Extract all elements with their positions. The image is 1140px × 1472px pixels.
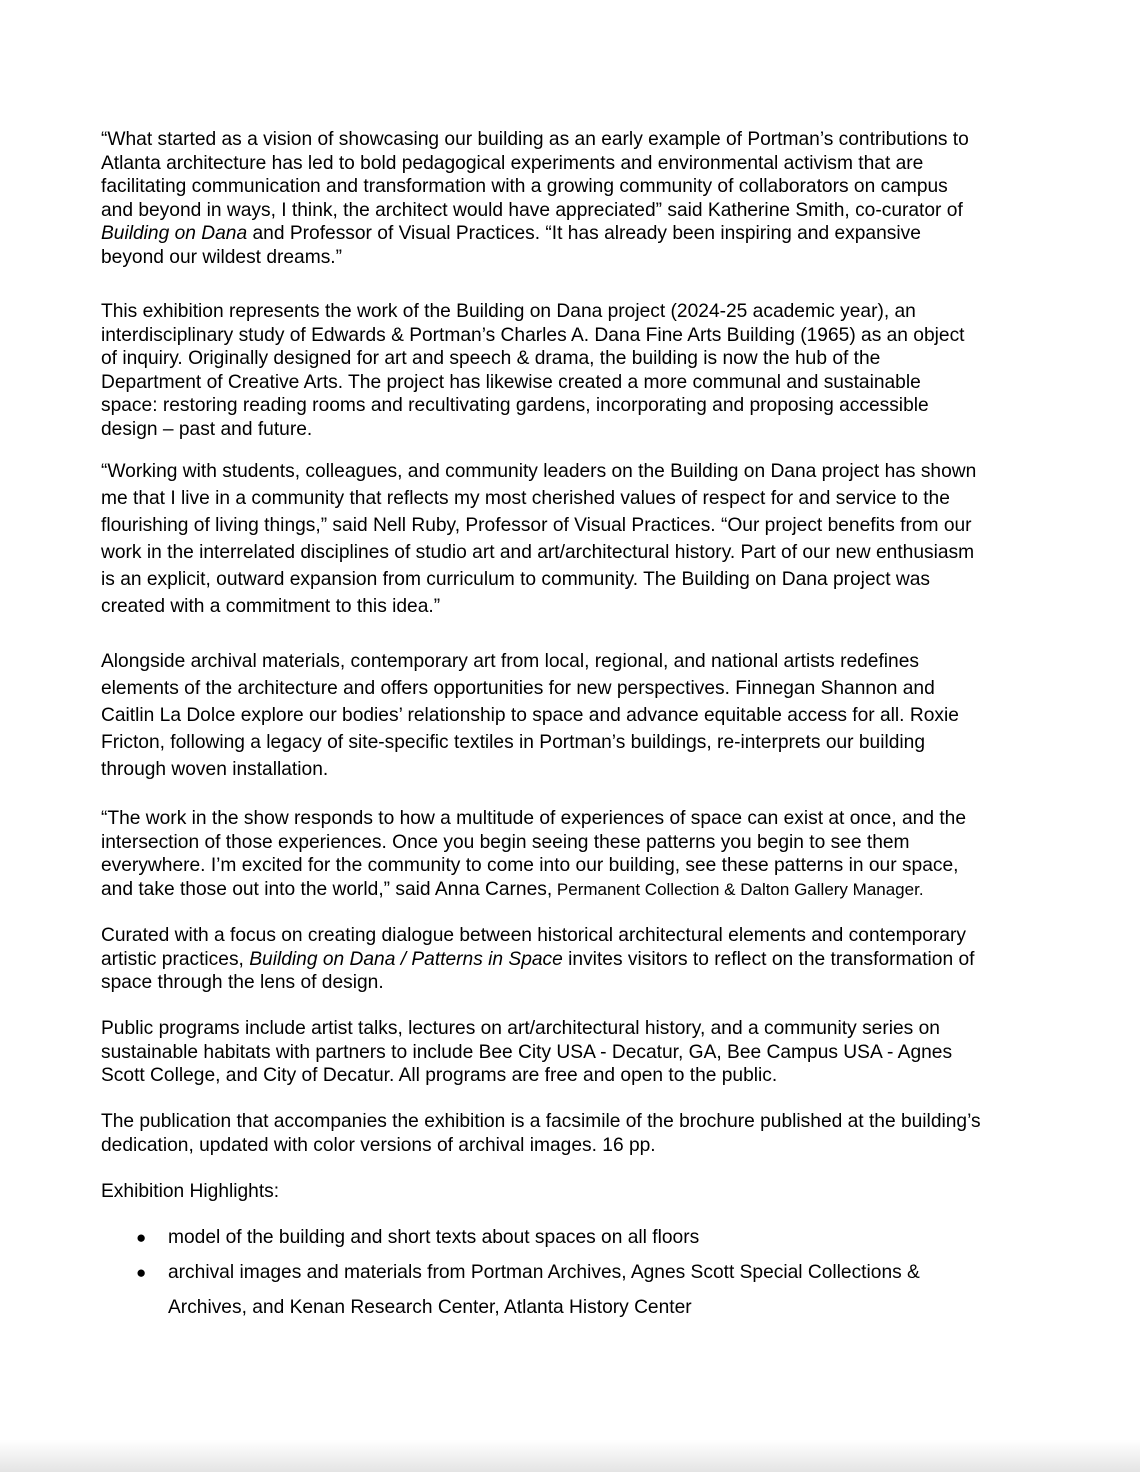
text-line: elements of the architecture and offers opportunities for new perspectives. Finnegan Shannon and [101,678,935,699]
text-line: “Working with students, colleagues, and community leaders on the Building on Dana project has shown [101,461,977,482]
italic-title: Building on Dana / Patterns in Space [249,948,563,970]
text-line: and beyond in ways, I think, the architect would have appreciated” said Katherine Smith, co-curator of [101,199,963,221]
text-line: dedication, updated with color versions of archival images. 16 pp. [101,1134,656,1156]
text-line: Alongside archival materials, contemporary art from local, regional, and national artists redefines [101,651,919,672]
text-line: facilitating communication and transformation with a growing community of collaborators on campus [101,176,948,197]
text-line: everywhere. I’m excited for the community to come into our building, see these patterns in our space, [101,855,959,876]
text-line: me that I live in a community that reflects my most cherished values of respect for and service to the [101,488,950,509]
text-line: Archives, and Kenan Research Center, Atlanta History Center [168,1297,692,1318]
viewer-bottom-edge [0,1440,1140,1472]
text-line [101,878,1061,902]
quote-paragraph-carnes [101,807,1061,901]
text-line: “The work in the show responds to how a multitude of experiences of space can exist at once, and the [101,808,966,829]
text-line [101,948,1061,972]
text-line: Caitlin La Dolce explore our bodies’ relationship to space and advance equitable access for all. Roxie [101,705,959,726]
text-line: beyond our wildest dreams.” [101,246,343,268]
text-line: model of the building and short texts about spaces on all floors [168,1227,700,1248]
quote-paragraph-smith [101,128,1061,269]
text-line: created with a commitment to this idea.” [101,596,441,617]
text-line: Scott College, and City of Decatur. All programs are free and open to the public. [101,1065,778,1086]
text-line: “What started as a vision of showcasing our building as an early example of Portman’s contributions to [101,129,969,150]
job-title-text: Permanent Collection & Dalton Gallery Manager. [552,879,924,899]
bullet-icon: ● [136,1263,147,1282]
programs-paragraph [101,1017,1061,1088]
text-line: Atlanta architecture has led to bold pedagogical experiments and environmental activism that are [101,152,924,174]
text-line: archival images and materials from Portman Archives, Agnes Scott Special Collections & [168,1262,920,1283]
text-line: Curated with a focus on creating dialogue between historical architectural elements and contemporary [101,925,966,946]
text-fragment: and Professor of Visual Practices. “It has already been inspiring and expansive [247,223,921,244]
text-fragment: invites visitors to reflect on the transformation of [562,948,975,970]
text-line: sustainable habitats with partners to include Bee City USA - Decatur, GA, Bee Campus USA - Agnes [101,1041,953,1063]
artists-paragraph [101,648,1061,783]
bullet-icon: ● [136,1228,147,1247]
text-line: Fricton, following a legacy of site-specific textiles in Portman’s buildings, re-interprets our building [101,732,926,753]
highlights-heading [101,1180,1061,1204]
text-line: flourishing of living things,” said Nell Ruby, Professor of Visual Practices. “Our project benefits from our [101,515,972,536]
exhibition-paragraph [101,300,1061,441]
text-fragment: and take those out into the world,” said Anna Carnes, [101,878,553,900]
text-line [101,222,1061,246]
italic-title: Building on Dana [101,223,248,244]
text-line: space: restoring reading rooms and recultivating gardens, incorporating and proposing accessible [101,395,929,416]
text-line: through woven installation. [101,759,329,780]
text-line: interdisciplinary study of Edwards & Portman’s Charles A. Dana Fine Arts Building (1965) as an object [101,324,965,346]
text-line: Exhibition Highlights: [101,1181,280,1202]
text-line: Public programs include artist talks, lectures on art/architectural history, and a community series on [101,1018,940,1039]
highlight-text [168,1220,699,1255]
highlight-text [168,1255,920,1325]
text-line: space through the lens of design. [101,972,384,993]
text-line: is an explicit, outward expansion from curriculum to community. The Building on Dana project was [101,569,930,590]
text-line: Department of Creative Arts. The project has likewise created a more communal and sustainable [101,371,921,393]
text-line: intersection of those experiences. Once you begin seeing these patterns you begin to see them [101,831,910,853]
text-line: of inquiry. Originally designed for art and speech & drama, the building is now the hub of the [101,348,881,369]
text-line: The publication that accompanies the exhibition is a facsimile of the brochure published at the building’s [101,1111,981,1132]
text-line: design – past and future. [101,418,313,440]
publication-paragraph [101,1110,1061,1157]
curated-paragraph [101,924,1061,995]
text-line: work in the interrelated disciplines of studio art and art/architectural history. Part of our new enthusiasm [101,542,975,563]
text-line: This exhibition represents the work of the Building on Dana project (2024-25 academic year), an [101,301,916,322]
quote-paragraph-ruby [101,458,1061,620]
text-fragment: artistic practices, [101,948,250,970]
